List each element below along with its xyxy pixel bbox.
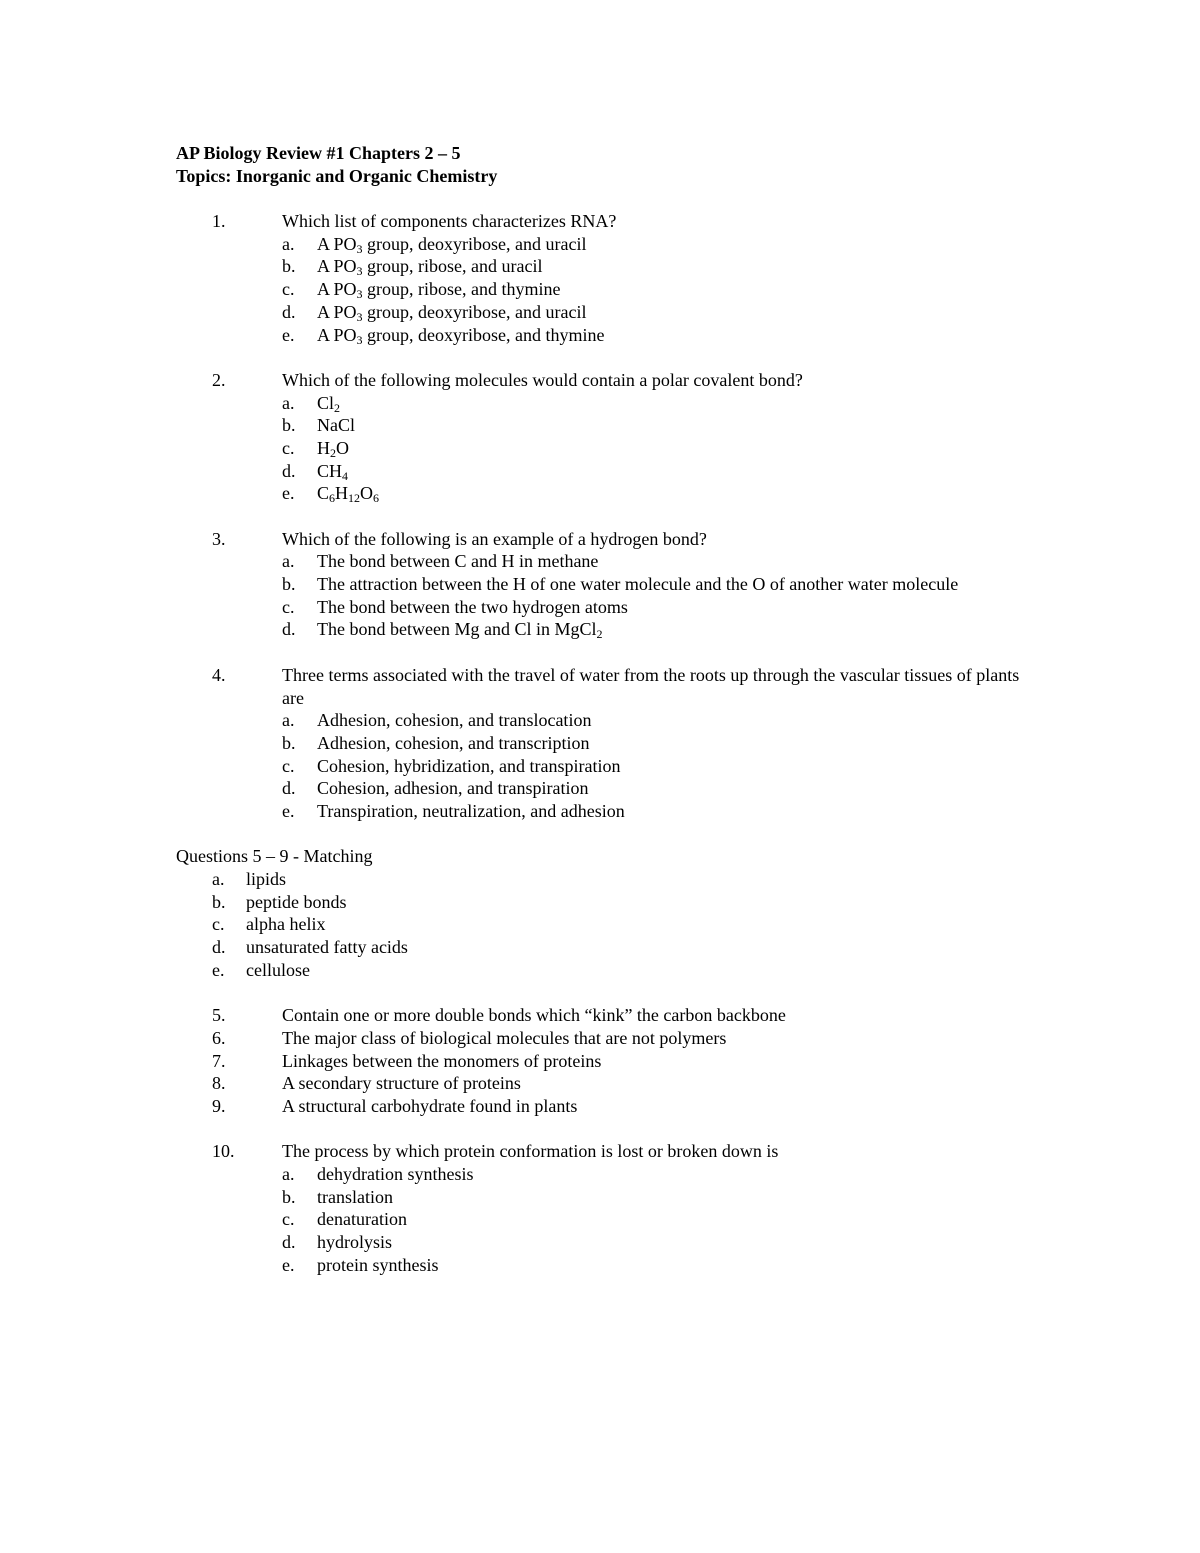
option-letter: d. — [282, 1232, 296, 1253]
option-text: alpha helix — [246, 914, 326, 935]
answer-option — [176, 550, 1076, 573]
answer-option — [176, 755, 1076, 778]
answer-option — [176, 460, 1076, 483]
question-number: 10. — [212, 1141, 235, 1162]
option-text: NaCl — [317, 415, 355, 436]
option-letter: b. — [212, 891, 226, 912]
question-text: The major class of biological molecules that are not polymers — [282, 1027, 727, 1048]
option-text: $CH_4$ — [317, 460, 349, 483]
option-text: $Cl_2$ — [317, 392, 341, 415]
option-text: dehydration synthesis — [317, 1163, 474, 1184]
option-letter: b. — [282, 732, 296, 753]
option-letter: d. — [282, 778, 296, 799]
matching-option — [176, 913, 1076, 936]
answer-option — [176, 1208, 1076, 1231]
option-letter: b. — [282, 1186, 296, 1207]
option-letter: c. — [282, 279, 295, 300]
matching-item — [176, 1095, 1076, 1118]
option-text: denaturation — [317, 1209, 407, 1230]
matching-heading: Questions 5 – 9 - Matching — [176, 846, 373, 867]
answer-option — [176, 437, 1076, 460]
matching-item — [176, 1050, 1076, 1073]
answer-option — [176, 596, 1076, 619]
option-text: translation — [317, 1186, 393, 1207]
question-number: 3. — [212, 528, 226, 549]
answer-option — [176, 255, 1076, 278]
option-letter: a. — [282, 1163, 295, 1184]
question-1 — [176, 210, 1076, 346]
answer-option — [176, 1231, 1076, 1254]
answer-option — [176, 618, 1076, 641]
question-number: 6. — [212, 1027, 226, 1048]
question-4 — [176, 664, 1076, 823]
option-letter: b. — [282, 574, 296, 595]
matching-item — [176, 1004, 1076, 1027]
question-3 — [176, 528, 1076, 641]
question-number: 1. — [212, 211, 226, 232]
question-text: A secondary structure of proteins — [282, 1073, 521, 1094]
answer-option — [176, 324, 1076, 347]
option-text: lipids — [246, 869, 287, 890]
option-text: A $PO_3$ group, deoxyribose, and thymine — [317, 324, 605, 347]
option-text: Adhesion, cohesion, and transcription — [317, 732, 590, 753]
question-number: 8. — [212, 1073, 226, 1094]
option-text: A $PO_3$ group, ribose, and uracil — [317, 256, 543, 279]
matching-option — [176, 936, 1076, 959]
option-text: The bond between C and H in methane — [317, 551, 599, 572]
matching-option — [176, 868, 1076, 891]
answer-option — [176, 1254, 1076, 1277]
question-text: A structural carbohydrate found in plants — [282, 1095, 578, 1116]
option-text: Transpiration, neutralization, and adhesion — [317, 800, 625, 821]
question-number: 9. — [212, 1095, 226, 1116]
matching-option — [176, 891, 1076, 914]
option-letter: c. — [212, 914, 225, 935]
question-text: Which of the following is an example of a hydrogen bond? — [282, 528, 707, 549]
question-text: Which list of components characterizes RNA? — [282, 211, 617, 232]
answer-option — [176, 777, 1076, 800]
worksheet-page — [176, 142, 1076, 1276]
question-10 — [176, 1140, 1076, 1276]
question-number: 2. — [212, 369, 226, 390]
option-letter: c. — [282, 755, 295, 776]
answer-option — [176, 392, 1076, 415]
question-number: 4. — [212, 664, 226, 685]
option-letter: a. — [282, 233, 295, 254]
worksheet-topics: Topics: Inorganic and Organic Chemistry — [176, 165, 498, 186]
matching-option — [176, 959, 1076, 982]
option-letter: d. — [282, 619, 296, 640]
worksheet-title: AP Biology Review #1 Chapters 2 – 5 — [176, 143, 461, 163]
matching-section — [176, 845, 1076, 1117]
option-letter: e. — [282, 1254, 295, 1275]
option-letter: e. — [282, 483, 295, 504]
option-text: cellulose — [246, 959, 310, 980]
answer-option — [176, 278, 1076, 301]
option-letter: a. — [282, 392, 295, 413]
question-text: Contain one or more double bonds which “kink” the carbon backbone — [282, 1005, 786, 1026]
option-text: The bond between the two hydrogen atoms — [317, 596, 628, 617]
option-letter: c. — [282, 1209, 295, 1230]
option-letter: e. — [282, 324, 295, 345]
option-text: $C_6H_{12}O_6$ — [317, 483, 380, 506]
option-text: The bond between Mg and Cl in MgCl$_2$ — [317, 619, 603, 642]
option-text: Adhesion, cohesion, and translocation — [317, 710, 592, 731]
option-text: A $PO_3$ group, deoxyribose, and uracil — [317, 233, 587, 256]
option-text: The attraction between the H of one water molecule and the O of another water molecule — [317, 574, 959, 595]
option-text: A $PO_3$ group, deoxyribose, and uracil — [317, 301, 587, 324]
answer-option — [176, 301, 1076, 324]
option-text: $H_2O$ — [317, 437, 349, 460]
question-number: 7. — [212, 1050, 226, 1071]
option-letter: e. — [212, 959, 225, 980]
matching-item — [176, 1027, 1076, 1050]
option-letter: c. — [282, 596, 295, 617]
option-text: unsaturated fatty acids — [246, 937, 408, 958]
answer-option — [176, 233, 1076, 256]
answer-option — [176, 414, 1076, 437]
option-letter: d. — [282, 301, 296, 322]
question-number: 5. — [212, 1005, 226, 1026]
question-2 — [176, 369, 1076, 505]
option-letter: e. — [282, 800, 295, 821]
option-letter: a. — [212, 869, 225, 890]
option-letter: d. — [212, 937, 226, 958]
option-text: hydrolysis — [317, 1232, 393, 1253]
answer-option — [176, 709, 1076, 732]
option-text: protein synthesis — [317, 1254, 439, 1275]
question-text: Which of the following molecules would contain a polar covalent bond? — [282, 369, 803, 390]
option-text: peptide bonds — [246, 891, 347, 912]
question-text: The process by which protein conformation is lost or broken down is — [282, 1141, 779, 1162]
option-letter: d. — [282, 460, 296, 481]
option-letter: a. — [282, 710, 295, 731]
option-letter: b. — [282, 256, 296, 277]
answer-option — [176, 1186, 1076, 1209]
answer-option — [176, 573, 1076, 596]
answer-option — [176, 482, 1076, 505]
answer-option — [176, 1163, 1076, 1186]
option-text: A $PO_3$ group, ribose, and thymine — [317, 279, 561, 302]
question-text: Linkages between the monomers of proteins — [282, 1050, 602, 1071]
option-letter: c. — [282, 437, 295, 458]
answer-option — [176, 800, 1076, 823]
option-text: Cohesion, adhesion, and transpiration — [317, 778, 589, 799]
answer-option — [176, 732, 1076, 755]
matching-item — [176, 1072, 1076, 1095]
option-text: Cohesion, hybridization, and transpiration — [317, 755, 621, 776]
option-letter: b. — [282, 415, 296, 436]
option-letter: a. — [282, 551, 295, 572]
question-text: Three terms associated with the travel of water from the roots up through the vascular tissues of plants are — [282, 664, 1020, 708]
